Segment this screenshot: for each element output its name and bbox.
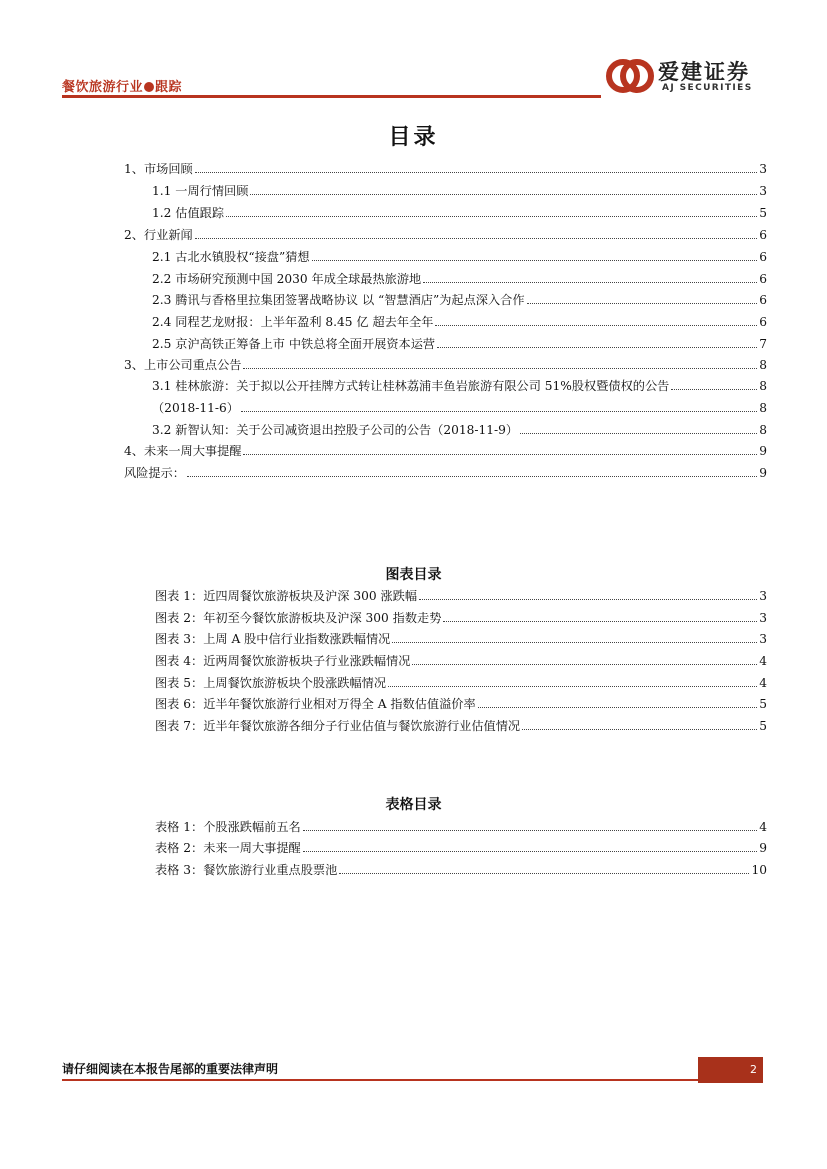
toc-entry[interactable] [124, 465, 767, 481]
toc-entry-page: 3 [759, 184, 767, 198]
figure-entry-text: 图表 6：近半年餐饮旅游行业相对万得全 A 指数估值溢价率 [155, 697, 476, 711]
table-entry-page: 10 [751, 863, 767, 877]
bullet-dot-icon [144, 82, 154, 92]
table-entry-text: 表格 1：个股涨跌幅前五名 [155, 820, 301, 834]
leader-dots [243, 453, 757, 455]
figure-entry-page: 5 [759, 697, 767, 711]
leader-dots [250, 193, 757, 195]
figure-entry-text: 图表 5：上周餐饮旅游板块个股涨跌幅情况 [155, 676, 387, 690]
leader-dots [671, 388, 757, 390]
figures-index-title: 图表目录 [385, 567, 442, 583]
leader-dots [195, 237, 758, 239]
toc-entry-text: 1.2 估值跟踪 [152, 206, 225, 220]
toc-entry[interactable] [152, 422, 767, 438]
table-entry-page: 9 [759, 841, 767, 855]
figure-entry-page: 4 [759, 676, 767, 690]
leader-dots [419, 598, 757, 600]
report-header-title [62, 76, 182, 95]
header-title-track: 跟踪 [155, 80, 183, 95]
figure-entry-page: 3 [759, 589, 767, 603]
toc-entry[interactable] [124, 227, 767, 243]
toc-entry-page: 6 [759, 228, 767, 242]
toc-entry[interactable] [152, 336, 767, 352]
toc-entry-page: 7 [759, 337, 767, 351]
toc-entry-text: 2.3 腾讯与香格里拉集团签署战略协议 以 “智慧酒店”为起点深入合作 [152, 293, 525, 307]
figure-entry-text: 图表 2：年初至今餐饮旅游板块及沪深 300 指数走势 [155, 611, 442, 625]
toc-entry-text: 4、未来一周大事提醒 [124, 444, 242, 458]
toc-entry-text: 3、上市公司重点公告 [124, 358, 242, 372]
toc-entry[interactable] [152, 205, 767, 221]
toc-entry[interactable] [124, 443, 767, 459]
figure-entry-page: 3 [759, 611, 767, 625]
toc-entry-text: 风险提示： [124, 466, 185, 480]
leader-dots [392, 641, 757, 643]
figure-entry[interactable] [155, 588, 767, 604]
toc-entry-page: 5 [759, 206, 767, 220]
leader-dots [303, 829, 758, 831]
table-entry-text: 表格 3：餐饮旅游行业重点股票池 [155, 863, 338, 877]
aj-securities-logo-icon [606, 56, 654, 96]
leader-dots [241, 410, 757, 412]
leader-dots [243, 367, 757, 369]
toc-entry-page: 6 [759, 293, 767, 307]
toc-entry-text: 1.1 一周行情回顾 [152, 184, 249, 198]
toc-entry-text: 3.2 新智认知：关于公司减资退出控股子公司的公告（2018-11-9） [152, 423, 519, 437]
toc-entry-text: 2.1 古北水镇股权“接盘”猜想 [152, 250, 310, 264]
table-entry-page: 4 [759, 820, 767, 834]
toc-entry-text: 2、行业新闻 [124, 228, 193, 242]
toc-entry-page: 8 [759, 358, 767, 372]
figure-entry-text: 图表 7：近半年餐饮旅游各细分子行业估值与餐饮旅游行业估值情况 [155, 719, 521, 733]
toc-title: 目录 [388, 125, 439, 150]
header-title-industry: 餐饮旅游行业 [62, 80, 144, 95]
leader-dots [423, 281, 757, 283]
toc-entry-page: 8 [759, 379, 767, 393]
figure-entry[interactable] [155, 696, 767, 712]
header-divider [62, 95, 601, 98]
toc-entry-text: 3.1 桂林旅游：关于拟以公开挂牌方式转让桂林荔浦丰鱼岩旅游有限公司 51%股权暨债权的公告 [152, 379, 670, 393]
figure-entry-text: 图表 3：上周 A 股中信行业指数涨跌幅情况 [155, 632, 391, 646]
page-number: 2 [698, 1057, 763, 1083]
leader-dots [303, 850, 758, 852]
leader-dots [226, 215, 757, 217]
toc-entry-page: 6 [759, 272, 767, 286]
figure-entry-page: 5 [759, 719, 767, 733]
figure-entry[interactable] [155, 631, 767, 647]
toc-entry-text: 2.5 京沪高铁正筹备上市 中铁总将全面开展资本运营 [152, 337, 436, 351]
leader-dots [195, 171, 758, 173]
leader-dots [435, 324, 757, 326]
figure-entry-text: 图表 1：近四周餐饮旅游板块及沪深 300 涨跌幅 [155, 589, 418, 603]
tables-index-title: 表格目录 [385, 797, 442, 813]
figure-entry-text: 图表 4：近两周餐饮旅游板块子行业涨跌幅情况 [155, 654, 411, 668]
legal-notice: 请仔细阅读在本报告尾部的重要法律声明 [62, 1062, 279, 1076]
leader-dots [187, 475, 757, 477]
figure-entry-page: 4 [759, 654, 767, 668]
toc-entry[interactable] [152, 183, 767, 199]
leader-dots [520, 432, 757, 434]
toc-entry[interactable] [152, 271, 767, 287]
table-entry[interactable] [155, 840, 767, 856]
toc-entry-text: 1、市场回顾 [124, 162, 193, 176]
toc-entry[interactable] [124, 357, 767, 373]
table-entry[interactable] [155, 819, 767, 835]
leader-dots [522, 728, 757, 730]
leader-dots [443, 620, 757, 622]
logo-english-name: AJ SECURITIES [662, 83, 753, 93]
footer-divider [62, 1079, 702, 1081]
toc-entry-text: 2.4 同程艺龙财报：上半年盈利 8.45 亿 超去年全年 [152, 315, 434, 329]
toc-entry-text: （2018-11-6） [152, 401, 239, 415]
leader-dots [437, 346, 757, 348]
table-entry-text: 表格 2：未来一周大事提醒 [155, 841, 301, 855]
toc-entry[interactable] [124, 161, 767, 177]
toc-entry-page: 9 [759, 466, 767, 480]
leader-dots [388, 685, 757, 687]
toc-entry-page: 9 [759, 444, 767, 458]
toc-entry[interactable] [152, 400, 767, 416]
toc-entry-page: 3 [759, 162, 767, 176]
toc-entry-page: 8 [759, 401, 767, 415]
company-logo [606, 56, 776, 100]
toc-entry[interactable] [152, 378, 767, 394]
toc-entry-page: 6 [759, 250, 767, 264]
figure-entry-page: 3 [759, 632, 767, 646]
leader-dots [478, 706, 758, 708]
leader-dots [412, 663, 757, 665]
toc-entry[interactable] [152, 292, 767, 308]
figure-entry[interactable] [155, 610, 767, 626]
table-entry[interactable] [155, 862, 767, 878]
figure-entry[interactable] [155, 653, 767, 669]
toc-entry[interactable] [152, 249, 767, 265]
toc-entry-page: 8 [759, 423, 767, 437]
figure-entry[interactable] [155, 718, 767, 734]
figure-entry[interactable] [155, 675, 767, 691]
leader-dots [339, 872, 749, 874]
toc-entry-page: 6 [759, 315, 767, 329]
toc-entry[interactable] [152, 314, 767, 330]
leader-dots [312, 259, 758, 261]
toc-entry-text: 2.2 市场研究预测中国 2030 年成全球最热旅游地 [152, 272, 422, 286]
logo-chinese-name: 爱建证券 [658, 60, 750, 84]
leader-dots [527, 302, 758, 304]
